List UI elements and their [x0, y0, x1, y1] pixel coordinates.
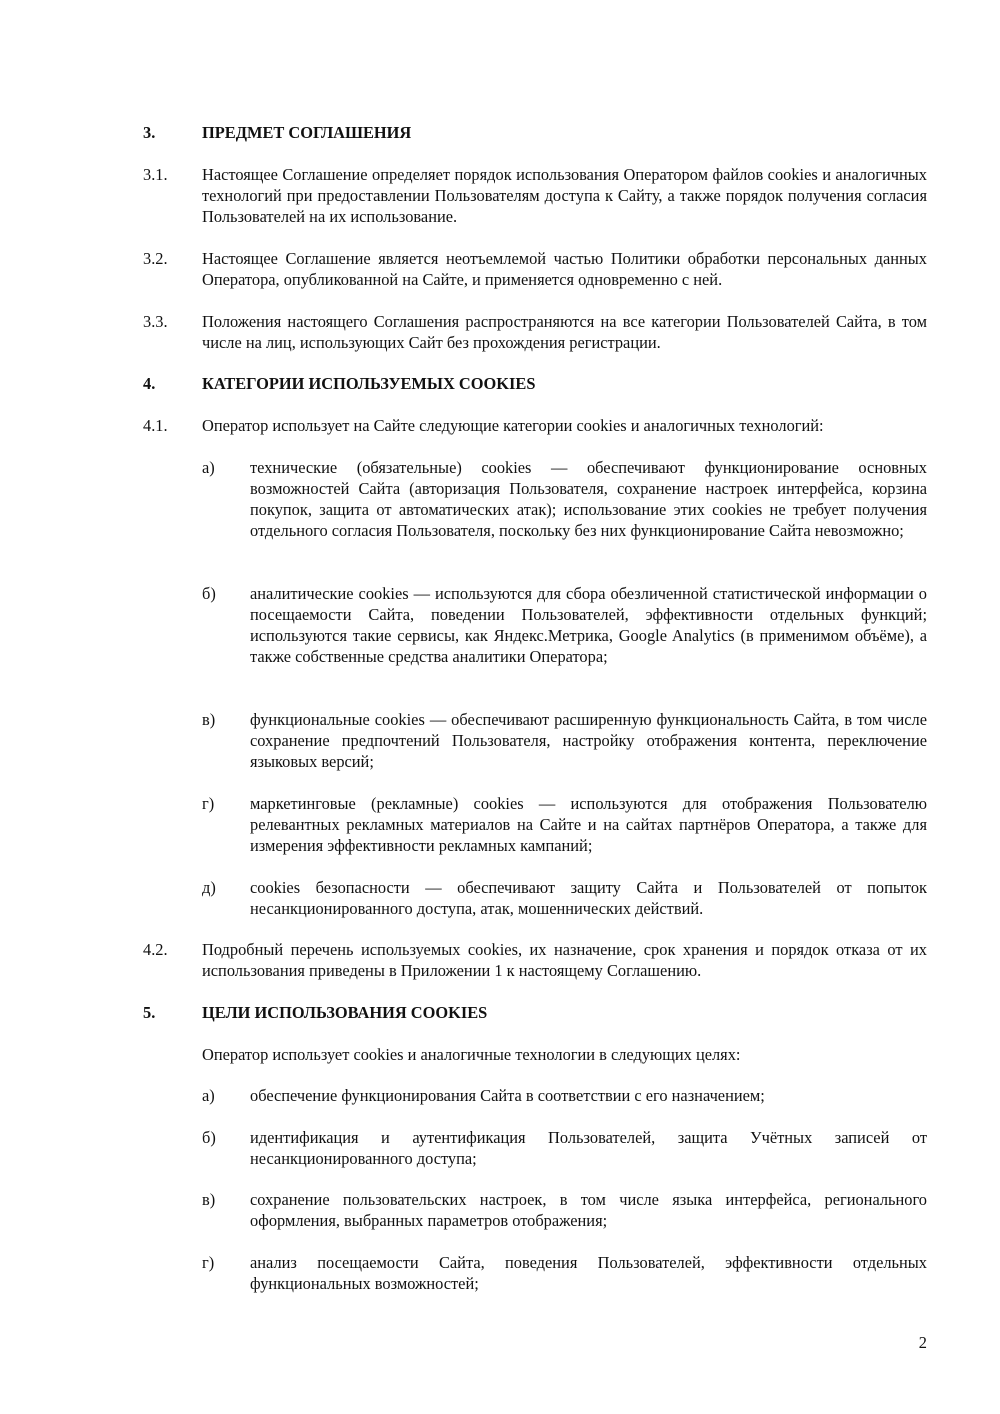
clause-text: Положения настоящего Соглашения распространяются на все категории Пользователей Сайта, в том числе на лиц, использующих Сайт без прохождения регистрации.: [202, 312, 927, 352]
clause-number: 3.2.: [143, 249, 168, 268]
subclause-text: идентификация и аутентификация Пользователей, защита Учётных записей от несанкционированного доступа;: [250, 1128, 927, 1168]
subclause-letter: в): [202, 1190, 216, 1209]
section-5-title: ЦЕЛИ ИСПОЛЬЗОВАНИЯ COOKIES: [202, 1003, 488, 1022]
subclause-letter: а): [202, 1086, 215, 1105]
clause-text: Оператор использует на Сайте следующие категории cookies и аналогичных технологий:: [202, 416, 824, 435]
section-3-title: ПРЕДМЕТ СОГЛАШЕНИЯ: [202, 123, 412, 142]
subclause-letter: а): [202, 458, 215, 477]
subclause-text: сохранение пользовательских настроек, в том числе языка интерфейса, регионального оформления, выбранных параметров отображения;: [250, 1190, 927, 1230]
clause-text: Настоящее Соглашение определяет порядок использования Оператором файлов cookies и аналогичных технологий при предоставлении Пользователям доступа к Сайту, а также порядок получения согласия Пользователей на их использование.: [202, 165, 927, 226]
section-4-title: КАТЕГОРИИ ИСПОЛЬЗУЕМЫХ COOKIES: [202, 374, 536, 393]
clause-number: 3.3.: [143, 312, 168, 331]
subclause-text: анализ посещаемости Сайта, поведения Пользователей, эффективности отдельных функциональных возможностей;: [250, 1253, 927, 1293]
subclause-text: обеспечение функционирования Сайта в соответствии с его назначением;: [250, 1086, 765, 1105]
subclause-text: cookies безопасности — обеспечивают защиту Сайта и Пользователей от попыток несанкционированного доступа, атак, мошеннических действий.: [250, 878, 927, 918]
clause-number: 4.2.: [143, 940, 168, 959]
subclause-letter: в): [202, 710, 216, 729]
page-number: 2: [918, 1333, 927, 1352]
subclause-text: маркетинговые (рекламные) cookies — используются для отображения Пользователю релевантных рекламных материалов на Сайте и на сайтах партнёров Оператора, а также для измерения эффективности рекламных кампаний;: [250, 794, 927, 855]
section-4-number: 4.: [143, 374, 156, 393]
subclause-letter: д): [202, 878, 216, 897]
subclause-letter: г): [202, 794, 215, 813]
intro-text: Оператор использует cookies и аналогичные технологии в следующих целях:: [202, 1045, 741, 1064]
clause-number: 4.1.: [143, 416, 168, 435]
subclause-text: функциональные cookies — обеспечивают расширенную функциональность Сайта, в том числе сохранение предпочтений Пользователя, настройку отображения контента, переключение языковых версий;: [250, 710, 927, 771]
subclause-letter: г): [202, 1253, 215, 1272]
subclause-text: технические (обязательные) cookies — обеспечивают функционирование основных возможностей Сайта (авторизация Пользователя, сохранение настроек интерфейса, корзина покупок, защита от автоматических атак); использование этих cookies не требует получения отдельного согласия Пользователя, поскольку без них функционирование Сайта невозможно;: [250, 458, 927, 540]
subclause-letter: б): [202, 584, 216, 603]
subclause-letter: б): [202, 1128, 216, 1147]
section-5-number: 5.: [143, 1003, 156, 1022]
clause-text: Подробный перечень используемых cookies, их назначение, срок хранения и порядок отказа от их использования приведены в Приложении 1 к настоящему Соглашению.: [202, 940, 927, 980]
subclause-text: аналитические cookies — используются для сбора обезличенной статистической информации о посещаемости Сайта, поведении Пользователей, эффективности отдельных функций; используются такие сервисы, как Яндекс.Метрика, Google Analytics (в применимом объёме), а также собственные средства аналитики Оператора;: [250, 584, 927, 666]
clause-number: 3.1.: [143, 165, 168, 184]
clause-text: Настоящее Соглашение является неотъемлемой частью Политики обработки персональных данных Оператора, опубликованной на Сайте, и применяется одновременно с ней.: [202, 249, 927, 289]
section-3-number: 3.: [143, 123, 156, 142]
